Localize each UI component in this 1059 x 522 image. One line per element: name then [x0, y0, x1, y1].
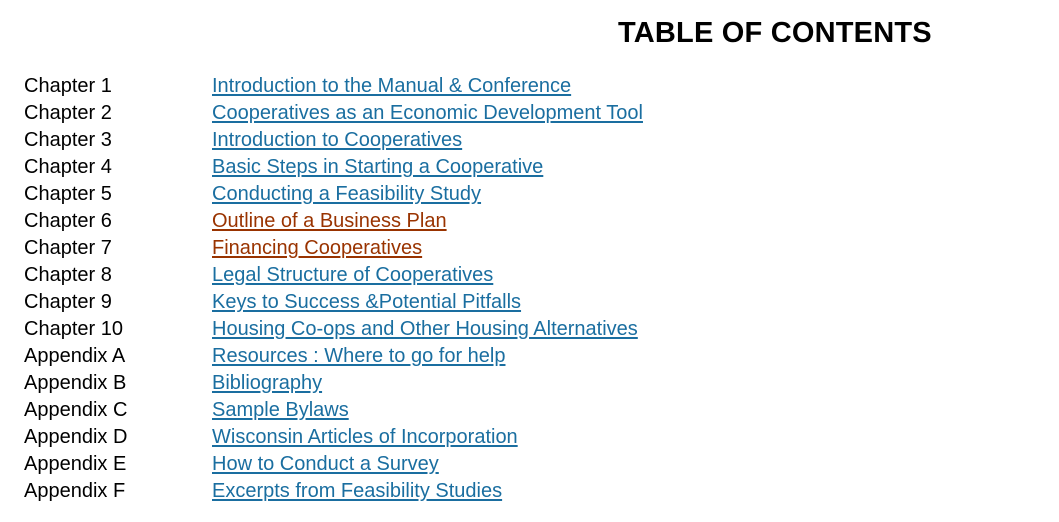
- toc-section-label: Appendix C: [24, 399, 128, 421]
- toc-row: [24, 370, 1024, 397]
- toc-section-label: Chapter 4: [24, 156, 112, 178]
- toc-link[interactable]: Bibliography: [212, 372, 323, 394]
- toc-section-label: Appendix B: [24, 372, 127, 394]
- toc-link[interactable]: Keys to Success &Potential Pitfalls: [212, 291, 522, 313]
- toc-row: [24, 316, 1024, 343]
- toc-row: [24, 73, 1024, 100]
- page-title: TABLE OF CONTENTS: [618, 17, 932, 49]
- toc-link[interactable]: Outline of a Business Plan: [212, 210, 447, 232]
- toc-section-label: Chapter 5: [24, 183, 112, 205]
- toc-row: [24, 181, 1024, 208]
- toc-section-label: Appendix D: [24, 426, 128, 448]
- toc-section-label: Chapter 6: [24, 210, 112, 232]
- toc-link[interactable]: Cooperatives as an Economic Development Tool: [212, 102, 643, 124]
- toc-row: [24, 451, 1024, 478]
- toc-row: [24, 154, 1024, 181]
- toc-row: [24, 289, 1024, 316]
- toc-link[interactable]: Resources : Where to go for help: [212, 345, 506, 367]
- toc-row: [24, 397, 1024, 424]
- toc-row: [24, 127, 1024, 154]
- toc-section-label: Chapter 3: [24, 129, 112, 151]
- toc-link[interactable]: Sample Bylaws: [212, 399, 349, 421]
- toc-section-label: Chapter 8: [24, 264, 112, 286]
- toc-section-label: Appendix A: [24, 345, 126, 367]
- toc-section-label: Chapter 10: [24, 318, 123, 340]
- toc-row: [24, 100, 1024, 127]
- toc-section-label: Chapter 1: [24, 75, 112, 97]
- toc-link[interactable]: Introduction to Cooperatives: [212, 129, 463, 151]
- toc-row: [24, 208, 1024, 235]
- toc-row: [24, 478, 1024, 505]
- table-of-contents: [24, 73, 1024, 505]
- toc-section-label: Appendix E: [24, 453, 127, 475]
- toc-link[interactable]: Legal Structure of Cooperatives: [212, 264, 494, 286]
- toc-section-label: Chapter 9: [24, 291, 112, 313]
- toc-link[interactable]: Introduction to the Manual & Conference: [212, 75, 572, 97]
- toc-link[interactable]: Conducting a Feasibility Study: [212, 183, 482, 205]
- toc-row: [24, 343, 1024, 370]
- toc-link[interactable]: How to Conduct a Survey: [212, 453, 439, 475]
- toc-row: [24, 235, 1024, 262]
- toc-link[interactable]: Financing Cooperatives: [212, 237, 423, 259]
- toc-section-label: Appendix F: [24, 480, 126, 502]
- toc-row: [24, 424, 1024, 451]
- toc-link[interactable]: Excerpts from Feasibility Studies: [212, 480, 503, 502]
- toc-link[interactable]: Housing Co-ops and Other Housing Alternatives: [212, 318, 638, 340]
- toc-section-label: Chapter 7: [24, 237, 112, 259]
- toc-link[interactable]: Wisconsin Articles of Incorporation: [212, 426, 518, 448]
- toc-row: [24, 262, 1024, 289]
- toc-section-label: Chapter 2: [24, 102, 112, 124]
- toc-link[interactable]: Basic Steps in Starting a Cooperative: [212, 156, 544, 178]
